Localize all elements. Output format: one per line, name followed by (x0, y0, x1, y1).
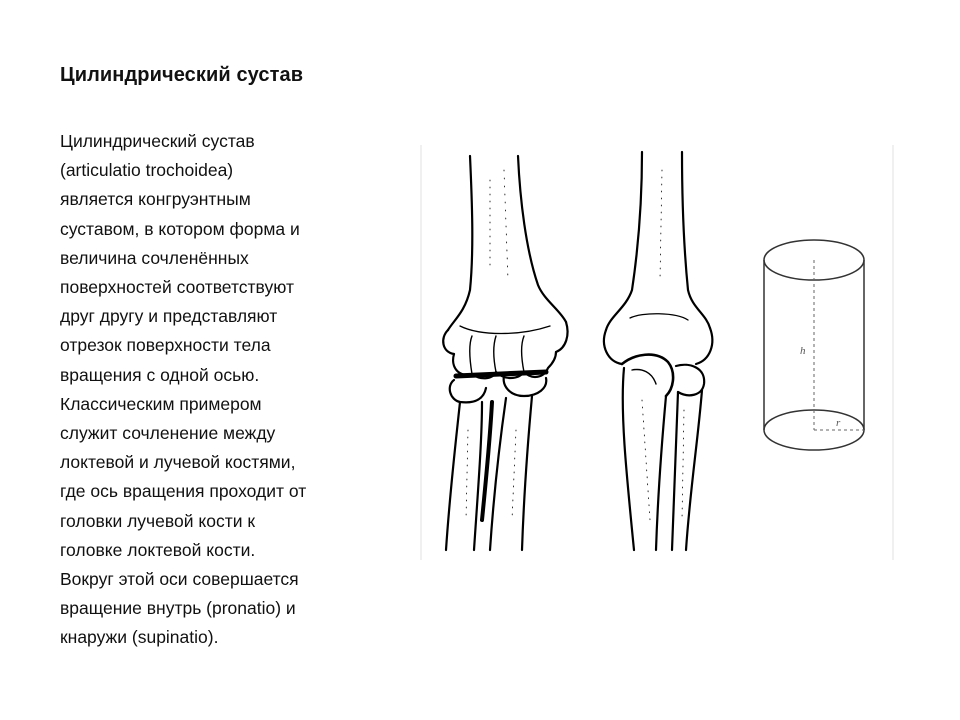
body-line: является конгруэнтным (60, 189, 251, 210)
body-line: кнаружи (supinatio). (60, 627, 219, 648)
body-line: Классическим примером (60, 393, 262, 414)
cylinder-height-label: h (800, 345, 806, 357)
cylinder-diagram (752, 230, 877, 475)
body-line: величина сочленённых (60, 247, 249, 268)
body-line: головки лучевой кости к (60, 510, 256, 531)
body-line: вращение внутрь (pronatio) и (60, 598, 296, 619)
body-line: вращения с одной осью. (60, 364, 260, 385)
body-line: Цилиндрический сустав (60, 131, 255, 151)
body-line: друг другу и представляют (60, 306, 278, 327)
body-line: (articulatio trochoidea) (60, 160, 234, 181)
slide-body-text (60, 127, 366, 653)
body-line: Вокруг этой оси совершается (60, 569, 299, 590)
body-line: локтевой и лучевой костями, (60, 452, 296, 473)
body-line: поверхностей соответствуют (60, 277, 294, 298)
body-line: отрезок поверхности тела (60, 335, 271, 356)
cylinder-radius-label: r (836, 417, 841, 429)
body-line: служит сочленение между (60, 423, 276, 444)
right-elbow-drawing (604, 152, 712, 550)
body-line: суставом, в котором форма и (60, 218, 300, 239)
body-line: головке локтевой кости. (60, 539, 256, 560)
slide-title: Цилиндрический сустав (60, 64, 304, 86)
body-line: где ось вращения проходит от (60, 481, 307, 502)
left-elbow-drawing (443, 156, 567, 550)
